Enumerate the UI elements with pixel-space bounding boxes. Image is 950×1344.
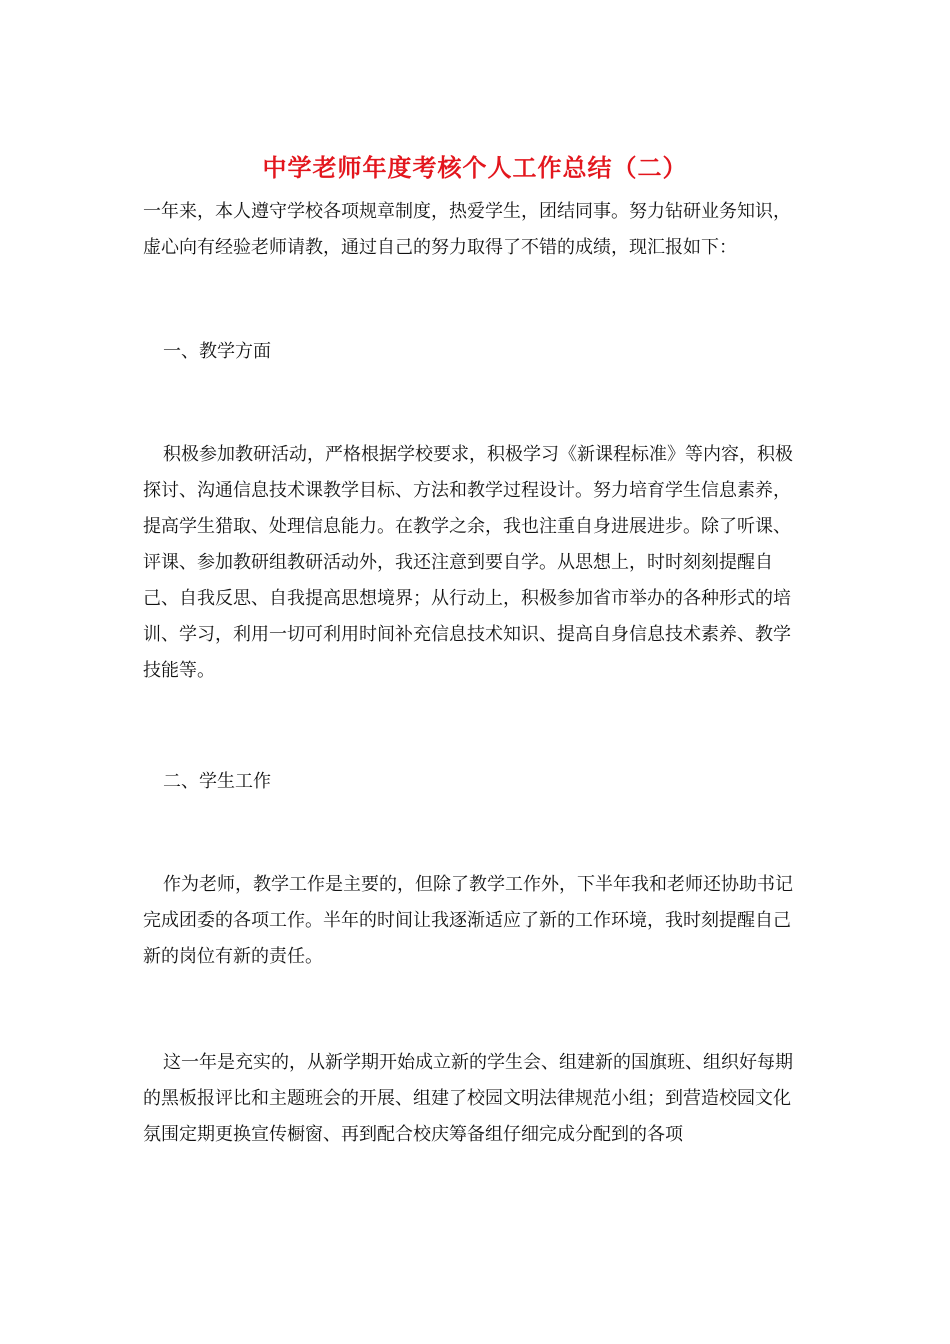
document-title: 中学老师年度考核个人工作总结（二） bbox=[262, 153, 688, 182]
section-heading-teaching: 一、教学方面 bbox=[163, 341, 271, 362]
intro-paragraph: 一年来，本人遵守学校各项规章制度，热爱学生，团结同事。努力钻研业务知识，虚心向有经验老师请教，通过自己的努力取得了不错的成绩，现汇报如下： bbox=[143, 201, 791, 258]
teaching-paragraph: 积极参加教研活动，严格根据学校要求，积极学习《新课程标准》等内容，积极探讨、沟通信息技术课教学目标、方法和教学过程设计。努力培育学生信息素养，提高学生猎取、处理信息能力。在教学之余，我也注重自身进展进步。除了听课、评课、参加教研组教研活动外，我还注意到要自学。从思想上，时时刻刻提醒自己、自我反思、自我提高思想境界；从行动上，积极参加省市举办的各种形式的培训、学习，利用一切可利用时间补充信息技术知识、提高自身信息技术素养、教学技能等。 bbox=[143, 444, 793, 681]
section-heading-student-work: 二、学生工作 bbox=[163, 771, 271, 792]
student-work-paragraph-1: 作为老师，教学工作是主要的，但除了教学工作外，下半年我和老师还协助书记完成团委的各项工作。半年的时间让我逐渐适应了新的工作环境，我时刻提醒自己新的岗位有新的责任。 bbox=[143, 874, 793, 967]
student-work-paragraph-2: 这一年是充实的，从新学期开始成立新的学生会、组建新的国旗班、组织好每期的黑板报评比和主题班会的开展、组建了校园文明法律规范小组；到营造校园文化氛围定期更换宣传橱窗、再到配合校庆筹备组仔细完成分配到的各项 bbox=[143, 1052, 793, 1145]
